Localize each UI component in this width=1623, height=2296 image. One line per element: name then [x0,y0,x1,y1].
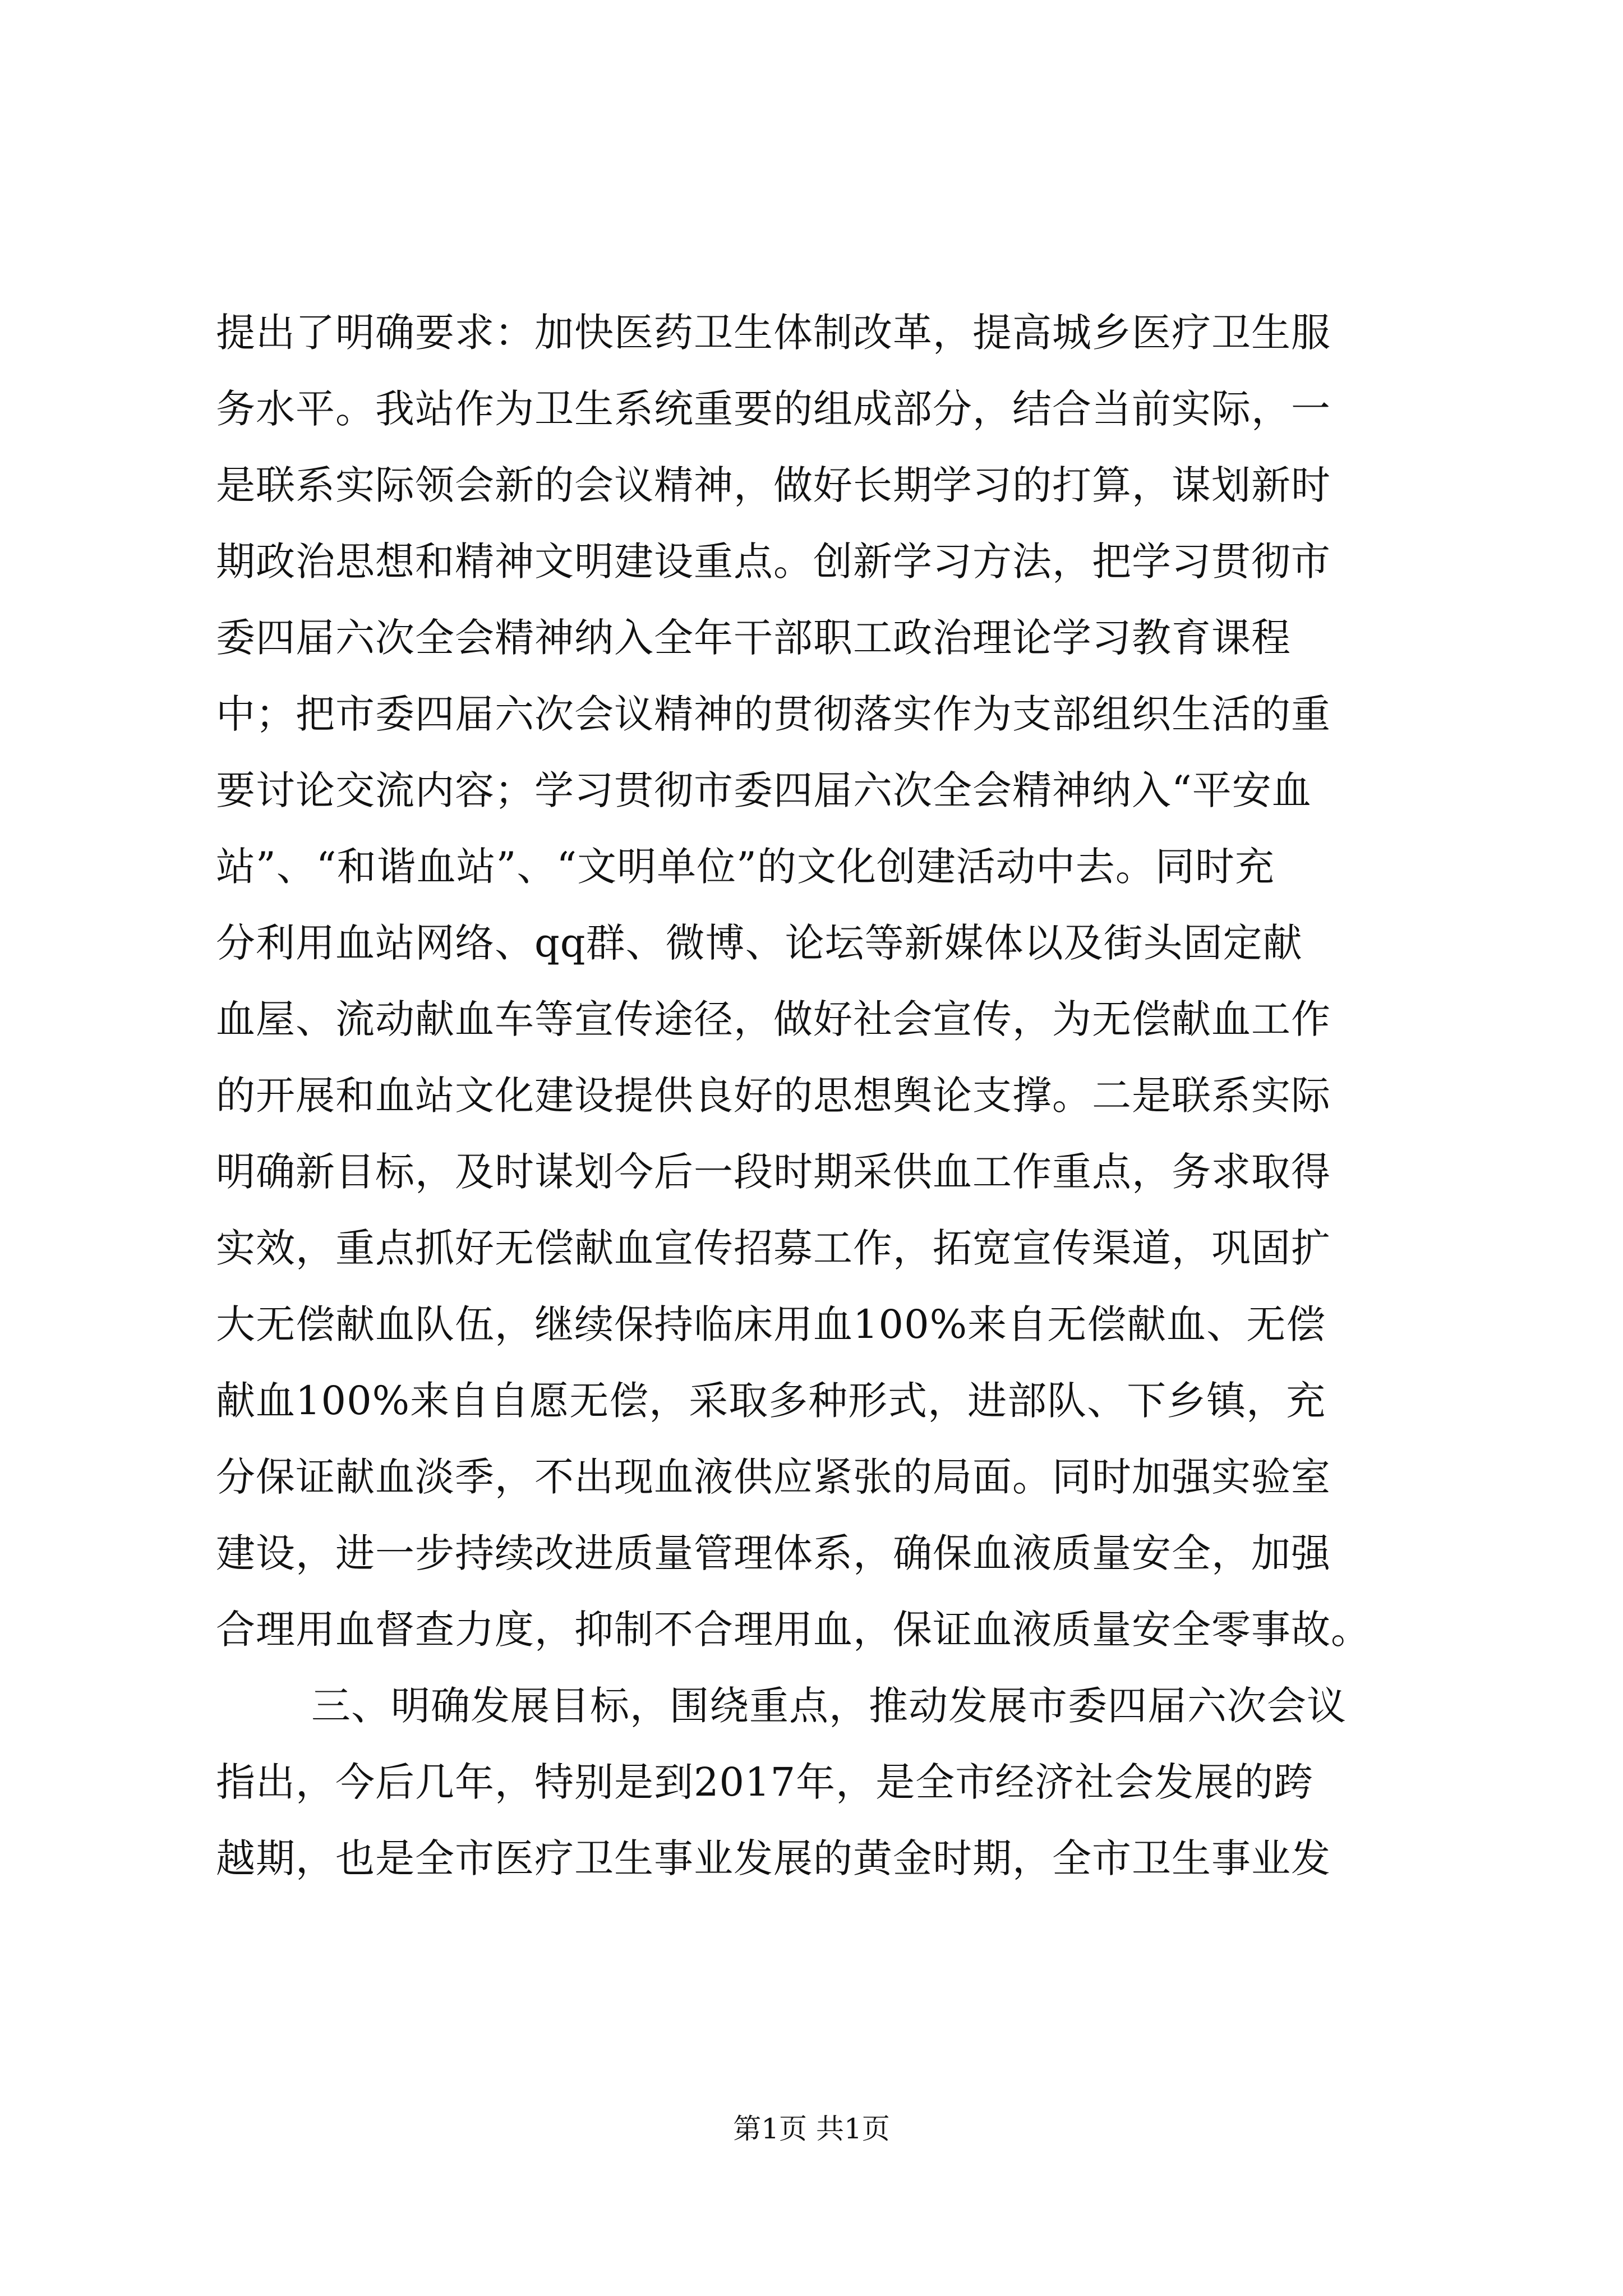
text-line: 血屋、流动献血车等宣传途径，做好社会宣传，为无偿献血工作 [216,996,1331,1042]
text-line: 指出，今后几年，特别是到2017年，是全市经济社会发展的跨 [216,1759,1314,1805]
page-footer: 第1页 共1页 [733,2113,890,2145]
text-line: 站”、“和谐血站”、“文明单位”的文化创建活动中去。同时充 [216,844,1275,890]
text-line: 大无偿献血队伍，继续保持临床用血100%来自无偿献血、无偿 [216,1301,1326,1347]
text-line: 提出了明确要求：加快医药卫生体制改革，提高城乡医疗卫生服 [216,310,1331,356]
text-line: 务水平。我站作为卫生系统重要的组成部分，结合当前实际，一 [216,386,1331,432]
text-line: 分保证献血淡季，不出现血液供应紧张的局面。同时加强实验室 [216,1454,1331,1500]
text-line: 分利用血站网络、qq群、微博、论坛等新媒体以及街头固定献 [216,920,1303,966]
text-line: 是联系实际领会新的会议精神，做好长期学习的打算，谋划新时 [216,462,1331,508]
text-line: 越期，也是全市医疗卫生事业发展的黄金时期，全市卫生事业发 [216,1835,1331,1881]
text-line: 献血100%来自自愿无偿，采取多种形式，进部队、下乡镇，充 [216,1378,1326,1424]
text-line: 要讨论交流内容；学习贯彻市委四届六次全会精神纳入“平安血 [216,767,1312,813]
text-line: 委四届六次全会精神纳入全年干部职工政治理论学习教育课程 [216,615,1291,661]
text-line: 实效，重点抓好无偿献血宣传招募工作，拓宽宣传渠道，巩固扩 [216,1225,1331,1271]
section-heading-line: 三、明确发展目标，围绕重点，推动发展市委四届六次会议 [311,1683,1347,1729]
text-line: 明确新目标，及时谋划今后一段时期采供血工作重点，务求取得 [216,1149,1331,1195]
text-line: 中；把市委四届六次会议精神的贯彻落实作为支部组织生活的重 [216,691,1331,737]
text-line: 期政治思想和精神文明建设重点。创新学习方法，把学习贯彻市 [216,539,1331,585]
document-body [216,295,1408,1897]
text-line: 的开展和血站文化建设提供良好的思想舆论支撑。二是联系实际 [216,1073,1331,1119]
text-line: 建设，进一步持续改进质量管理体系，确保血液质量安全，加强 [216,1530,1331,1576]
text-line: 合理用血督查力度，抑制不合理用血，保证血液质量安全零事故。 [216,1607,1371,1653]
